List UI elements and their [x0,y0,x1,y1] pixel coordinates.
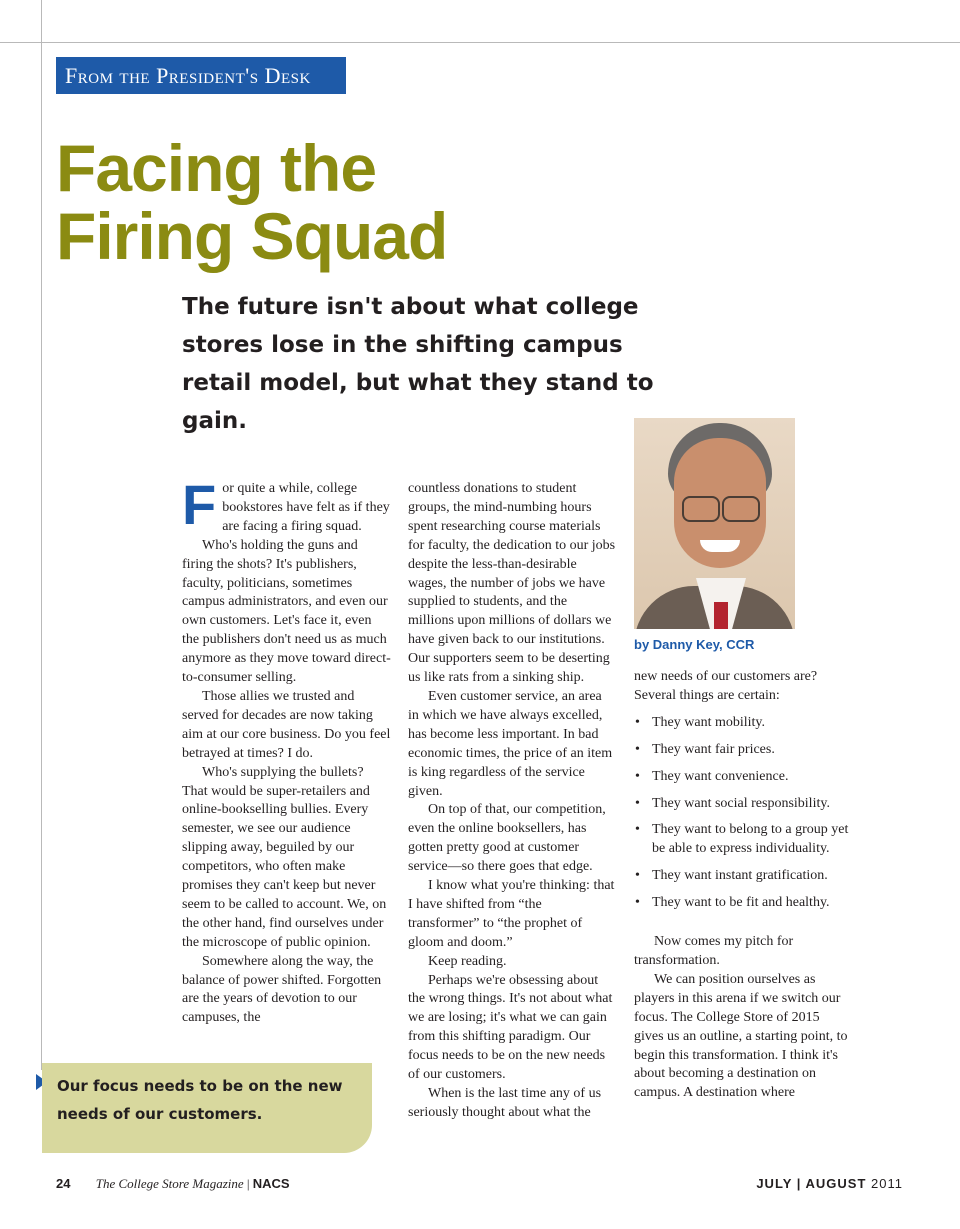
pull-quote: Our focus needs to be on the new needs of our customers. [42,1063,372,1153]
article-column-1 [182,473,392,1028]
paragraph: Who's supplying the bullets? That would be super-retailers and online-bookselling bullies. Every semester, we see our audience slipping away, beguiled by our competitors, who often make promises they can't keep but never seem to be called to account. We, on the other hand, find ourselves under the microscope of public opinion. [182,764,387,950]
paragraph: For quite a while, college bookstores have felt as if they are facing a firing squad. [182,473,390,536]
paragraph: When is the last time any of us seriously thought about what the [408,1086,602,1120]
page-number: 24 [56,1176,71,1191]
list-item: • They want mobility. [634,714,849,733]
headline-line-2: Firing Squad [56,199,448,273]
paragraph: Who's holding the guns and firing the shots? It's publishers, faculty, politicians, sometimes campus administrators, and even our own customers. Let's face it, even the publishers don't need us as much anymore as they move toward direct-to-consumer selling. [182,537,391,686]
author-portrait [634,418,795,629]
deck-subtitle: The future isn't about what college stores lose in the shifting campus retail model, but what they stand to gain. [182,294,654,434]
byline: by Danny Key, CCR [634,637,755,652]
paragraph: We can position ourselves as players in this arena if we switch our focus. The College Store of 2015 gives us an outline, a starting point, to begin this transformation. I think it's about becoming a destination on campus. A destination where [634,971,848,1101]
paragraph: I know what you're thinking: that I have shifted from “the transformer” to “the prophet of gloom and doom.” [408,878,615,950]
issue-months: JULY | AUGUST [756,1176,867,1191]
list-item: • They want to belong to a group yet be able to express individuality. [634,821,849,859]
list-item: • They want social responsibility. [634,795,849,814]
paragraph: Somewhere along the way, the balance of power shifted. Forgotten are the years of devotion to our campuses, the [182,953,382,1026]
org-name: NACS [252,1176,290,1191]
headline-line-1: Facing the [56,131,377,205]
paragraph: Perhaps we're obsessing about the wrong things. It's not about what we are losing; it's what we can gain from this shifting paradigm. Our focus needs to be on the new needs of our customers. [408,972,613,1083]
paragraph: Those allies we trusted and served for decades are now taking aim at our core business. Do you feel betrayed at times? I do. [182,688,391,761]
magazine-name: The College Store Magazine [95,1176,244,1191]
paragraph: Now comes my pitch for transformation. [634,934,794,968]
paragraph: On top of that, our competition, even the online booksellers, has gotten pretty good at customer service—so there goes that edge. [408,802,606,875]
issue-date [756,1176,903,1191]
footer-folio [56,1176,290,1192]
article-column-2 [408,480,616,1123]
list-item: • They want to be fit and healthy. [634,894,849,913]
needs-list [634,714,849,913]
section-tag: From the President's Desk [56,57,346,94]
paragraph: countless donations to student groups, the mind-numbing hours spent researching course materials for faculty, the dedication to our jobs despite the less-than-desirable wages, the number of jobs we have supplied to students, and the millions upon millions of dollars we have given back to our institutions. Our supporters seem to be deserting us like rats from a sinking ship. [408,481,616,686]
list-item: • They want instant gratification. [634,867,849,886]
article-column-3 [634,668,849,1103]
list-item: • They want fair prices. [634,741,849,760]
headline [56,131,448,273]
drop-cap: F [182,473,217,536]
list-item: • They want convenience. [634,768,849,787]
issue-year: 2011 [871,1176,903,1191]
paragraph: new needs of our customers are? Several things are certain: [634,669,818,703]
paragraph: Keep reading. [428,953,507,969]
left-margin-rule [41,0,42,1070]
paragraph: Even customer service, an area in which we have always excelled, has become less important. In bad economic times, the price of an item is king regardless of the service given. [408,688,613,799]
top-rule [0,42,960,43]
footer-separator: | [246,1176,250,1191]
